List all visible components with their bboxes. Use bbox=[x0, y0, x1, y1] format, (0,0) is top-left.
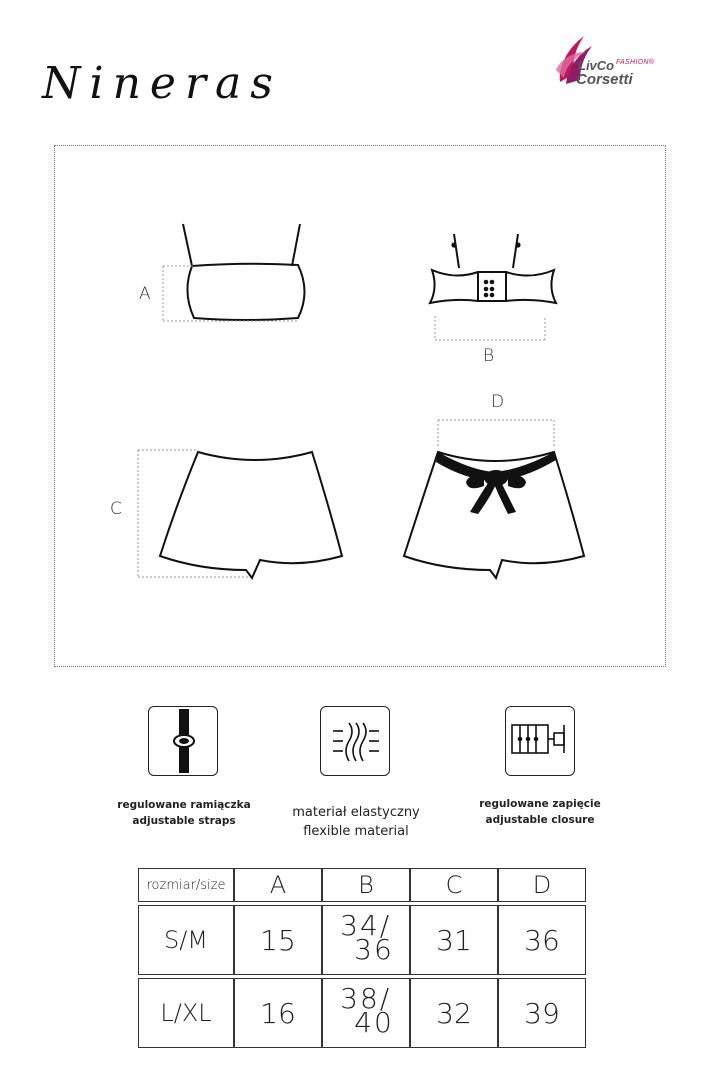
measure-label-d: D bbox=[491, 392, 505, 412]
feature-closure-pl: regulowane zapięcie bbox=[479, 798, 601, 810]
feature-material-en: flexible material bbox=[303, 824, 409, 839]
shorts-back-drawing bbox=[404, 452, 584, 578]
value-d: 36 bbox=[498, 905, 586, 975]
header-size: rozmiar/size bbox=[138, 868, 234, 902]
table-row bbox=[138, 905, 586, 975]
product-title: Nineras bbox=[42, 58, 282, 109]
feature-closure-en: adjustable closure bbox=[485, 814, 595, 826]
feature-straps-label bbox=[84, 797, 284, 829]
value-b-bottom: 40 bbox=[354, 1006, 394, 1039]
feature-material-pl: materiał elastyczny bbox=[292, 805, 420, 820]
top-back-drawing bbox=[430, 234, 556, 303]
header-c: C bbox=[410, 868, 498, 902]
size-table-header bbox=[138, 868, 586, 902]
header-d: D bbox=[498, 868, 586, 902]
brand-fashion-label: FASHION® bbox=[616, 59, 655, 66]
measure-label-b: B bbox=[483, 346, 495, 366]
brand-name-line2: Corsetti bbox=[576, 71, 633, 88]
adjustable-closure-icon bbox=[505, 706, 575, 776]
value-d: 39 bbox=[498, 978, 586, 1048]
value-a: 16 bbox=[234, 978, 322, 1048]
feature-straps-pl: regulowane ramiączka bbox=[117, 799, 251, 811]
size-cell: L/XL bbox=[138, 978, 234, 1048]
feature-straps-en: adjustable straps bbox=[132, 815, 236, 827]
flexible-material-icon bbox=[320, 706, 390, 776]
value-b-top: 34/ bbox=[340, 909, 392, 942]
value-c: 32 bbox=[410, 978, 498, 1048]
table-row bbox=[138, 978, 586, 1048]
value-b-bottom: 36 bbox=[354, 933, 394, 966]
value-b bbox=[322, 905, 410, 975]
value-b bbox=[322, 978, 410, 1048]
header-b: B bbox=[322, 868, 410, 902]
feature-closure-label bbox=[440, 796, 640, 828]
brand-name-line1: LivCo bbox=[578, 58, 615, 73]
header-a: A bbox=[234, 868, 322, 902]
size-table bbox=[138, 868, 586, 1048]
value-b-top: 38/ bbox=[340, 982, 392, 1015]
measure-label-a: A bbox=[139, 284, 151, 304]
adjustable-straps-icon bbox=[148, 706, 218, 776]
shorts-front-drawing bbox=[160, 452, 342, 578]
measure-label-c: C bbox=[110, 499, 122, 519]
value-c: 31 bbox=[410, 905, 498, 975]
feature-material-label bbox=[256, 803, 456, 841]
top-front-drawing bbox=[183, 224, 305, 320]
size-cell: S/M bbox=[138, 905, 234, 975]
value-a: 15 bbox=[234, 905, 322, 975]
